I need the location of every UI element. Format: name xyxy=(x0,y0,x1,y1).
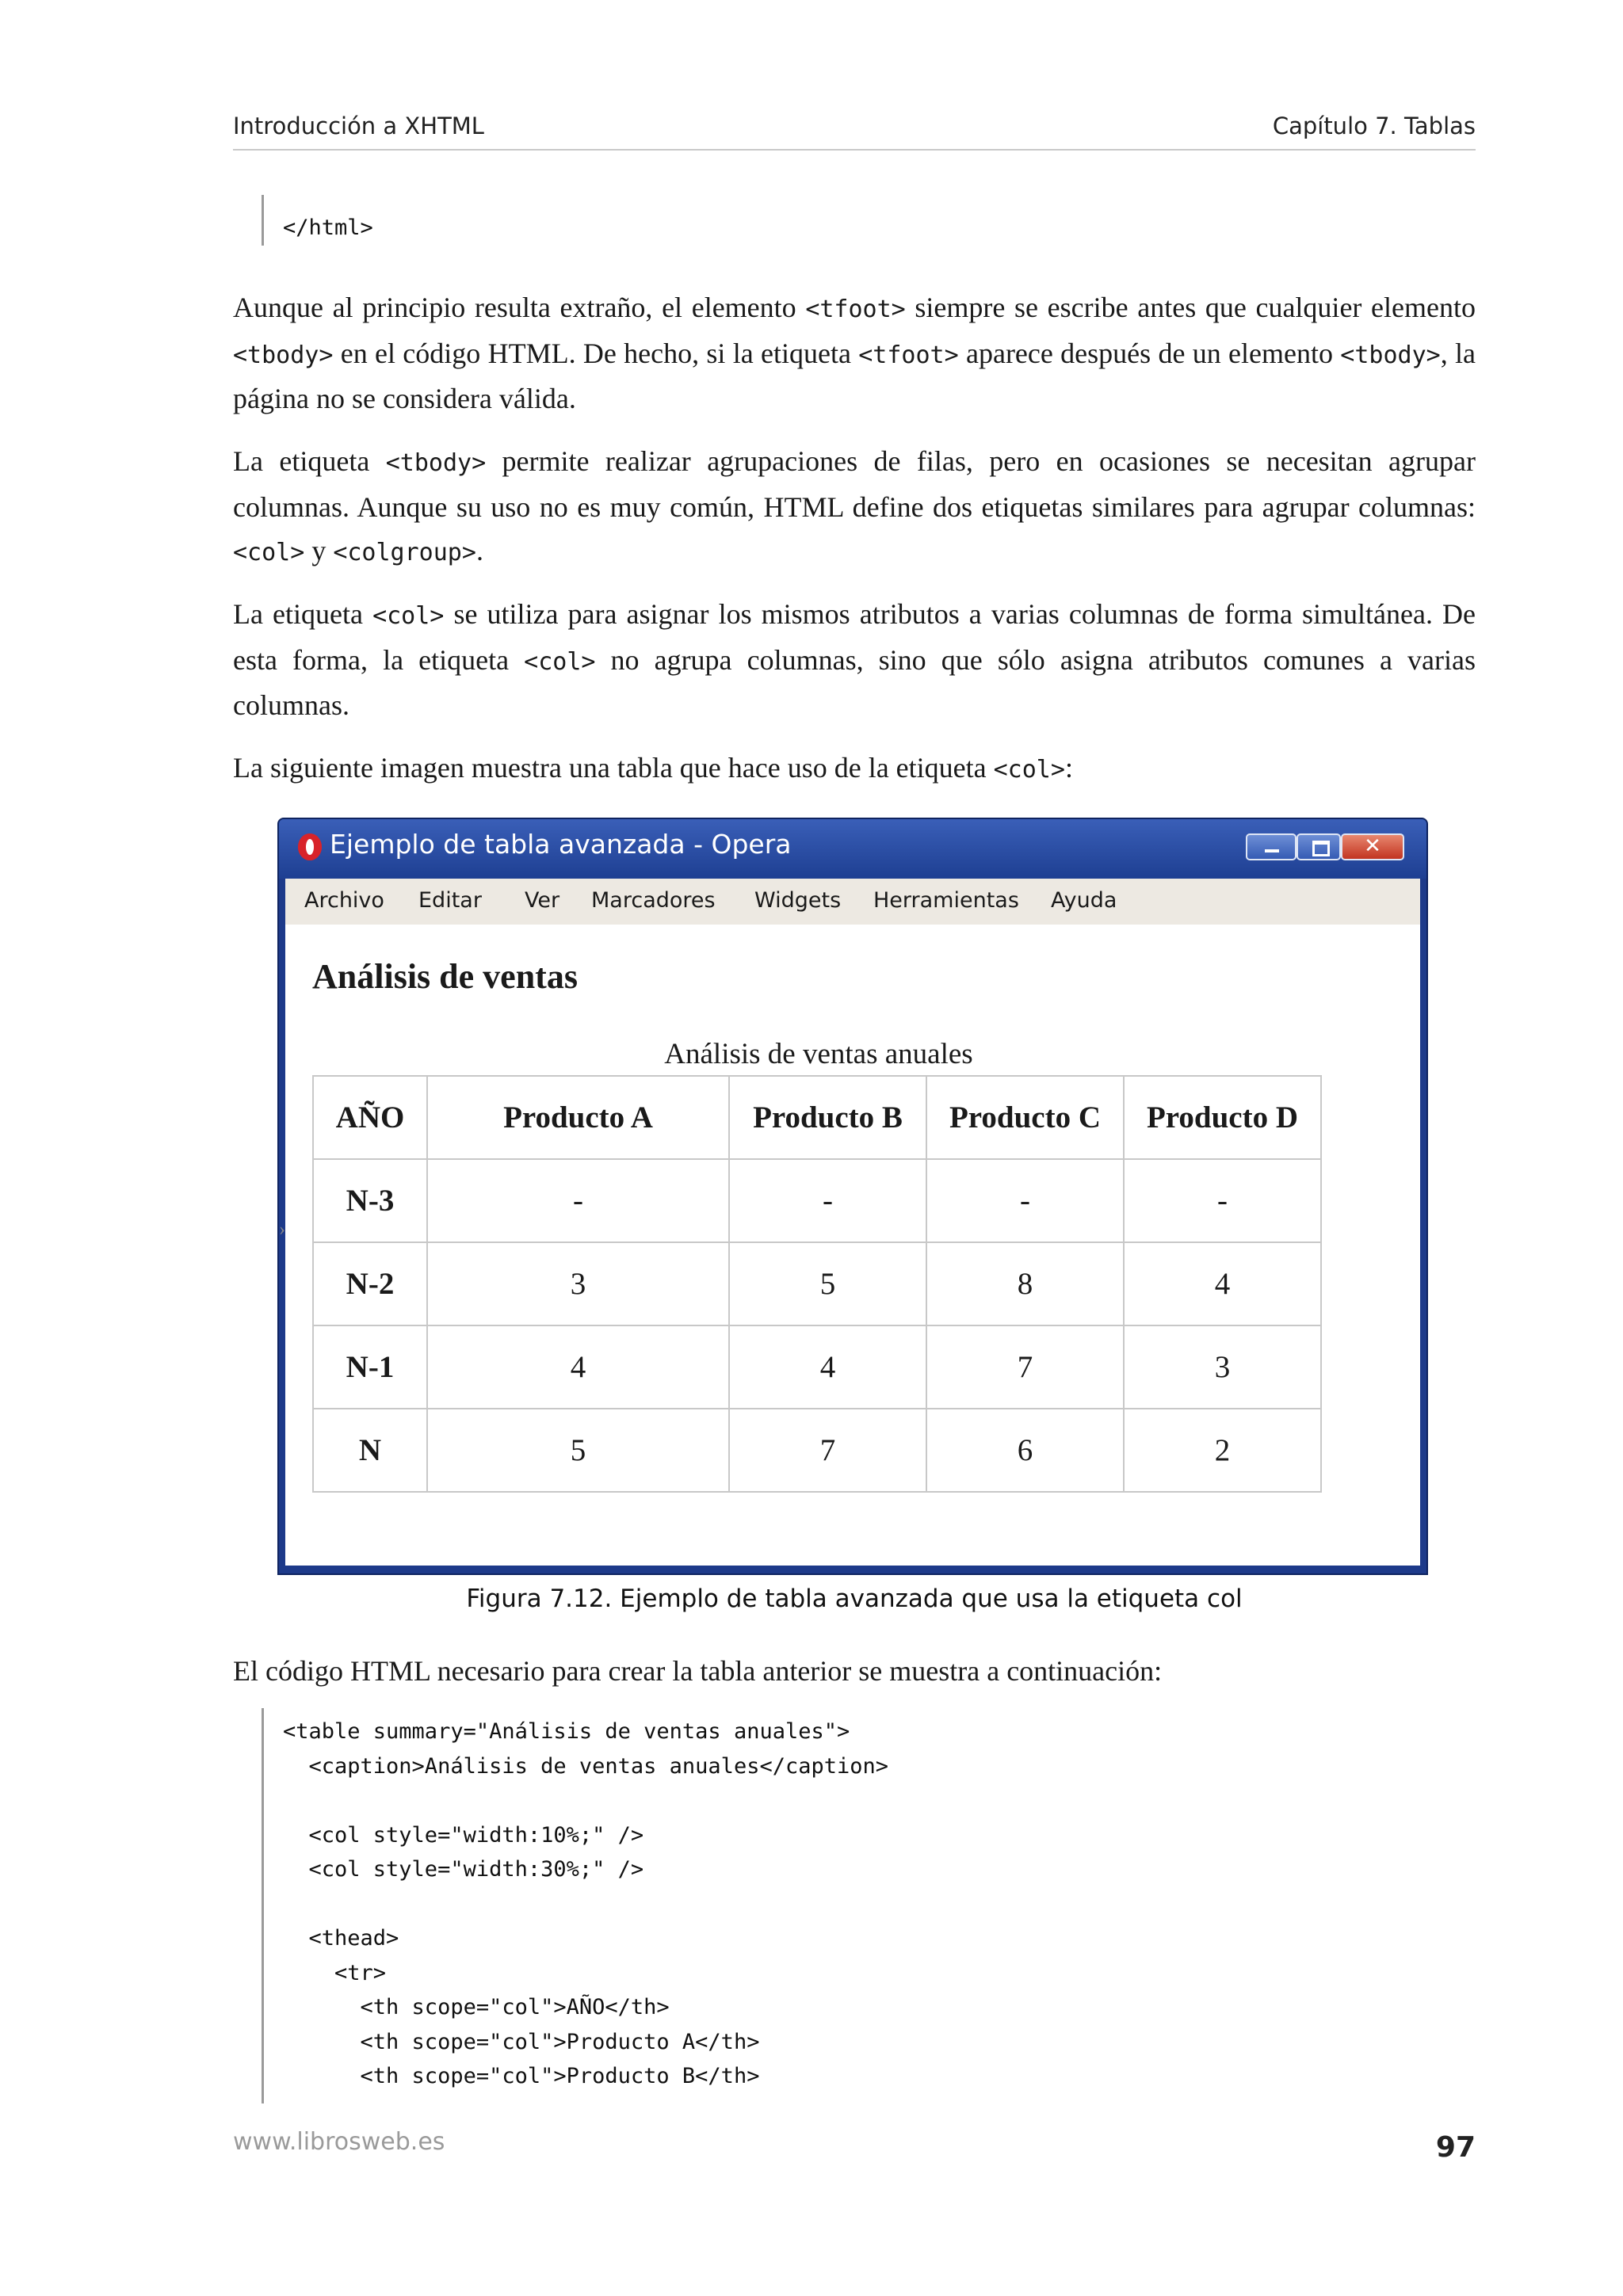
code-line xyxy=(283,1783,888,1818)
inline-code: <tfoot> xyxy=(805,296,906,323)
table-cell: 4 xyxy=(427,1325,729,1409)
paragraph-text: siempre se escribe antes que cualquier elemento xyxy=(905,292,1476,323)
table-caption: Análisis de ventas anuales xyxy=(664,1038,973,1070)
table-row xyxy=(313,1159,1321,1242)
window-title: Ejemplo de tabla avanzada - Opera xyxy=(330,829,792,860)
inline-code: <tbody> xyxy=(1340,341,1441,369)
minimize-button[interactable] xyxy=(1246,833,1296,860)
page-heading: Análisis de ventas xyxy=(312,957,578,996)
code-line: <caption>Análisis de ventas anuales</caption> xyxy=(283,1753,889,1779)
paragraph-text: . xyxy=(475,535,483,566)
paragraph-tfoot xyxy=(233,286,1476,421)
paragraph-text: no agrupa columnas, sino que sólo asigna atributos comunes a varias columnas. xyxy=(233,643,1476,721)
code-line: <col style="width:10%;" /> xyxy=(283,1822,644,1848)
paragraph-tbody xyxy=(233,440,1476,575)
code-line: </html> xyxy=(283,215,373,240)
footer-url: www.librosweb.es xyxy=(233,2128,445,2156)
opera-logo-icon xyxy=(298,833,322,860)
code-line: <table summary="Análisis de ventas anuales"> xyxy=(283,1719,850,1744)
paragraph-text: La etiqueta xyxy=(233,445,386,477)
close-button[interactable] xyxy=(1341,833,1404,860)
table-cell: - xyxy=(729,1159,926,1242)
inline-code: <tbody> xyxy=(385,449,487,477)
sales-table xyxy=(312,1075,1322,1493)
row-header-cell: N-2 xyxy=(313,1242,427,1325)
code-line: <th scope="col">Producto A</th> xyxy=(283,2029,760,2054)
table-row xyxy=(313,1409,1321,1492)
paragraph-text: en el código HTML. De hecho, si la etiqueta xyxy=(333,337,859,369)
paragraph-text: Aunque al principio resulta extraño, el elemento xyxy=(233,292,806,323)
table-cell: 7 xyxy=(729,1409,926,1492)
header-cell: Producto D xyxy=(1124,1076,1321,1159)
browser-window xyxy=(277,818,1428,1575)
code-line xyxy=(283,1887,888,1922)
inline-code: <col> xyxy=(524,647,596,676)
inline-code: <colgroup> xyxy=(333,539,476,566)
paragraph-code-intro xyxy=(233,1650,1476,1694)
row-header-cell: N xyxy=(313,1409,427,1492)
menu-editar[interactable]: Editar xyxy=(418,888,482,913)
header-cell: Producto A xyxy=(427,1076,729,1159)
table-cell: 3 xyxy=(1124,1325,1321,1409)
inline-code: <col> xyxy=(993,756,1065,784)
paragraph-text: aparece después de un elemento xyxy=(958,337,1341,369)
table-cell: 3 xyxy=(427,1242,729,1325)
page-content xyxy=(279,925,1420,1566)
inline-code: <col> xyxy=(233,539,305,566)
menu-ayuda[interactable]: Ayuda xyxy=(1051,888,1117,913)
menu-bar xyxy=(285,879,1420,925)
paragraph-text: La siguiente imagen muestra una tabla que hace uso de la etiqueta xyxy=(233,752,994,784)
paragraph-text: permite realizar agrupaciones de filas, pero en ocasiones se necesitan agrupar columnas. Aunque su uso no es muy común, HTML define dos etiquetas similares para agrupar columnas: xyxy=(233,445,1476,523)
maximize-button[interactable] xyxy=(1296,833,1341,860)
code-line: <thead> xyxy=(283,1926,399,1951)
inline-code: <tfoot> xyxy=(858,341,959,369)
header-cell: Producto C xyxy=(926,1076,1124,1159)
code-line: <th scope="col">Producto B</th> xyxy=(283,2064,760,2088)
menu-herramientas[interactable]: Herramientas xyxy=(873,888,1019,913)
paragraph-text: , la página no se considera válida. xyxy=(233,337,1476,414)
code-intro-text: El código HTML necesario para crear la tabla anterior se muestra a continuación: xyxy=(233,1655,1163,1687)
table-cell: 5 xyxy=(427,1409,729,1492)
paragraph-col xyxy=(233,593,1476,728)
code-block-bottom xyxy=(262,1708,888,2103)
paragraph-text: y xyxy=(304,535,334,566)
table-cell: 2 xyxy=(1124,1409,1321,1492)
scroll-marker: › xyxy=(279,1219,285,1240)
table-cell: 8 xyxy=(926,1242,1124,1325)
code-line: <col style="width:30%;" /> xyxy=(283,1857,644,1882)
paragraph-text: La etiqueta xyxy=(233,598,373,630)
code-block-top xyxy=(262,195,373,246)
menu-widgets[interactable]: Widgets xyxy=(754,888,842,913)
table-cell: 4 xyxy=(729,1325,926,1409)
table-row xyxy=(313,1242,1321,1325)
table-cell: - xyxy=(427,1159,729,1242)
row-header-cell: N-1 xyxy=(313,1325,427,1409)
table-cell: 5 xyxy=(729,1242,926,1325)
table-cell: 4 xyxy=(1124,1242,1321,1325)
table-row xyxy=(313,1325,1321,1409)
page-header xyxy=(233,109,1476,151)
chapter-title: Capítulo 7. Tablas xyxy=(1272,113,1476,139)
paragraph-image-intro xyxy=(233,746,1476,792)
row-header-cell: N-3 xyxy=(313,1159,427,1242)
close-icon: ✕ xyxy=(1364,834,1381,858)
inline-code: <tbody> xyxy=(233,341,334,369)
figure-caption: Figura 7.12. Ejemplo de tabla avanzada que usa la etiqueta col xyxy=(466,1585,1243,1613)
menu-marcadores[interactable]: Marcadores xyxy=(591,888,716,913)
code-line: <tr> xyxy=(283,1960,387,1985)
paragraph-text: : xyxy=(1064,752,1073,784)
header-cell: AÑO xyxy=(313,1076,427,1159)
code-line: <th scope="col">AÑO</th> xyxy=(283,1995,670,2019)
menu-ver[interactable]: Ver xyxy=(525,888,560,913)
menu-archivo[interactable]: Archivo xyxy=(304,888,384,913)
inline-code: <col> xyxy=(372,602,445,630)
table-cell: - xyxy=(1124,1159,1321,1242)
paragraph-text: se utiliza para asignar los mismos atributos a varias columnas de forma simultánea. De esta forma, la etiqueta xyxy=(233,598,1476,676)
title-bar xyxy=(279,819,1426,879)
table-header-row xyxy=(313,1076,1321,1159)
header-cell: Producto B xyxy=(729,1076,926,1159)
book-title: Introducción a XHTML xyxy=(233,113,484,139)
page-number: 97 xyxy=(1435,2131,1476,2164)
table-cell: 7 xyxy=(926,1325,1124,1409)
table-cell: 6 xyxy=(926,1409,1124,1492)
table-cell: - xyxy=(926,1159,1124,1242)
